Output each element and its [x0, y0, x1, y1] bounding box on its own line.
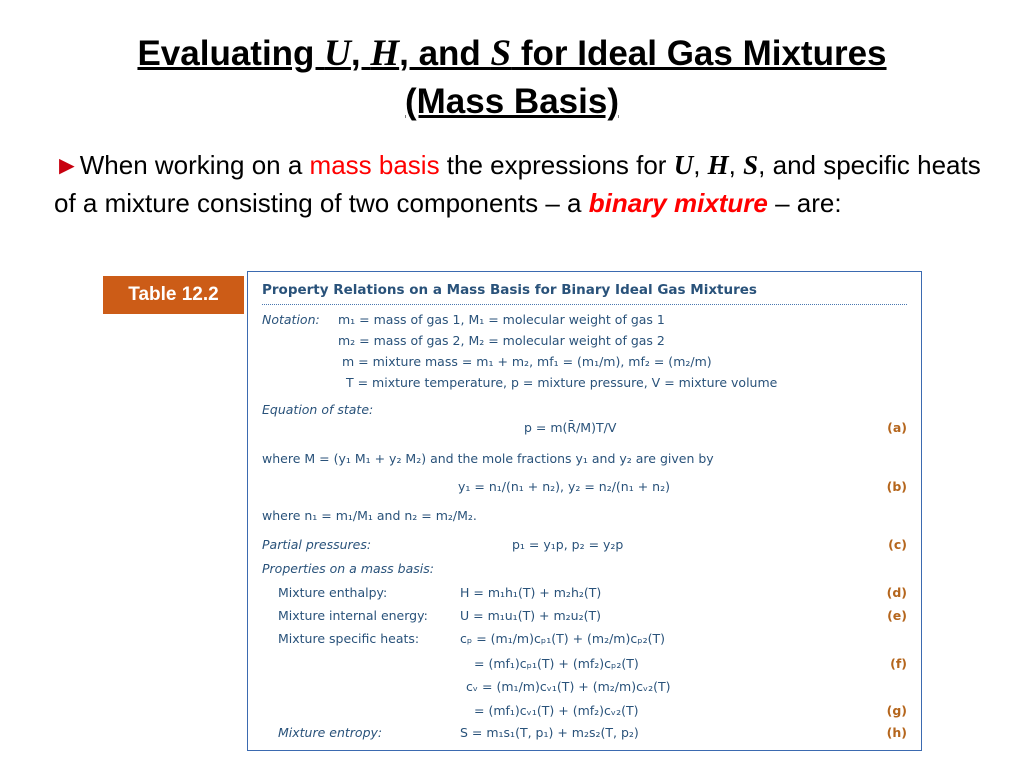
enthalpy-label: Mixture enthalpy: — [278, 585, 388, 600]
title-text-2: , and — [399, 34, 491, 73]
title-symbol-h: H — [370, 33, 400, 74]
equation-f-1: cₚ = (m₁/m)cₚ₁(T) + (m₂/m)cₚ₂(T) — [460, 631, 665, 646]
intro-comma-2: , — [728, 150, 744, 180]
intro-comma-3: , — [758, 150, 766, 180]
equation-g-2: = (mf₁)cᵥ₁(T) + (mf₂)cᵥ₂(T) — [474, 703, 639, 718]
tag-c: (c) — [888, 537, 907, 552]
title-text-3: for Ideal Gas Mixtures — [511, 34, 887, 73]
tag-d: (d) — [886, 585, 907, 600]
properties-label: Properties on a mass basis: — [262, 561, 434, 576]
tag-a: (a) — [887, 420, 907, 435]
intro-binary-mixture: binary mixture — [588, 188, 768, 218]
intro-text-3: and specific heats of a mixture consisting of two components – a — [54, 150, 981, 218]
equation-c: p₁ = y₁p, p₂ = y₂p — [512, 537, 624, 552]
tag-f: (f) — [890, 656, 907, 671]
bullet-arrow-icon: ► — [54, 150, 80, 180]
specific-heats-label: Mixture specific heats: — [278, 631, 420, 646]
intro-text-1: When working on a — [79, 150, 310, 180]
title-symbol-u: U — [324, 33, 351, 74]
equation-d: H = m₁h₁(T) + m₂h₂(T) — [460, 585, 602, 600]
equation-f-2: = (mf₁)cₚ₁(T) + (mf₂)cₚ₂(T) — [474, 656, 639, 671]
tag-e: (e) — [887, 608, 907, 623]
notation-label: Notation: — [262, 312, 320, 327]
equation-a: p = m(R̄/M)T/V — [524, 420, 617, 435]
where-text-1: where M = (y₁ M₁ + y₂ M₂) and the mole fractions y₁ and y₂ are given by — [262, 451, 714, 466]
table-divider — [262, 304, 907, 305]
title-symbol-s: S — [490, 33, 512, 74]
intro-text-4: – are: — [767, 188, 842, 218]
slide-title — [0, 30, 1024, 126]
intro-text-2: the expressions for — [439, 150, 674, 180]
intro-symbol-h: H — [707, 150, 729, 180]
table-heading: Property Relations on a Mass Basis for Binary Ideal Gas Mixtures — [262, 282, 757, 298]
partial-pressures-label: Partial pressures: — [262, 537, 372, 552]
intro-mass-basis: mass basis — [309, 150, 440, 180]
title-line-2: (Mass Basis) — [405, 82, 619, 121]
equation-e: U = m₁u₁(T) + m₂u₂(T) — [460, 608, 602, 623]
equation-g-1: cᵥ = (m₁/m)cᵥ₁(T) + (m₂/m)cᵥ₂(T) — [466, 679, 671, 694]
equation-b: y₁ = n₁/(n₁ + n₂), y₂ = n₂/(n₁ + n₂) — [458, 479, 670, 494]
notation-row-2: m₂ = mass of gas 2, M₂ = molecular weight of gas 2 — [338, 333, 665, 348]
notation-row-3: m = mixture mass = m₁ + m₂, mf₁ = (m₁/m), mf₂ = (m₂/m) — [342, 354, 712, 369]
where-text-2: where n₁ = m₁/M₁ and n₂ = m₂/M₂. — [262, 508, 477, 523]
equation-h: S = m₁s₁(T, p₁) + m₂s₂(T, p₂) — [460, 725, 639, 740]
tag-h: (h) — [886, 725, 907, 740]
intro-symbol-s: S — [743, 150, 759, 180]
notation-row-4: T = mixture temperature, p = mixture pressure, V = mixture volume — [346, 375, 778, 390]
tag-b: (b) — [886, 479, 907, 494]
title-text-1: Evaluating — [137, 34, 325, 73]
entropy-label: Mixture entropy: — [278, 725, 383, 740]
internal-energy-label: Mixture internal energy: — [278, 608, 428, 623]
property-table — [247, 271, 922, 751]
tag-g: (g) — [886, 703, 907, 718]
eos-label: Equation of state: — [262, 402, 374, 417]
intro-comma-1: , — [693, 150, 708, 180]
title-sep: , — [350, 34, 371, 73]
intro-symbol-u: U — [673, 150, 694, 180]
notation-row-1: m₁ = mass of gas 1, M₁ = molecular weight of gas 1 — [338, 312, 665, 327]
intro-paragraph — [54, 146, 994, 222]
table-badge: Table 12.2 — [103, 276, 244, 314]
